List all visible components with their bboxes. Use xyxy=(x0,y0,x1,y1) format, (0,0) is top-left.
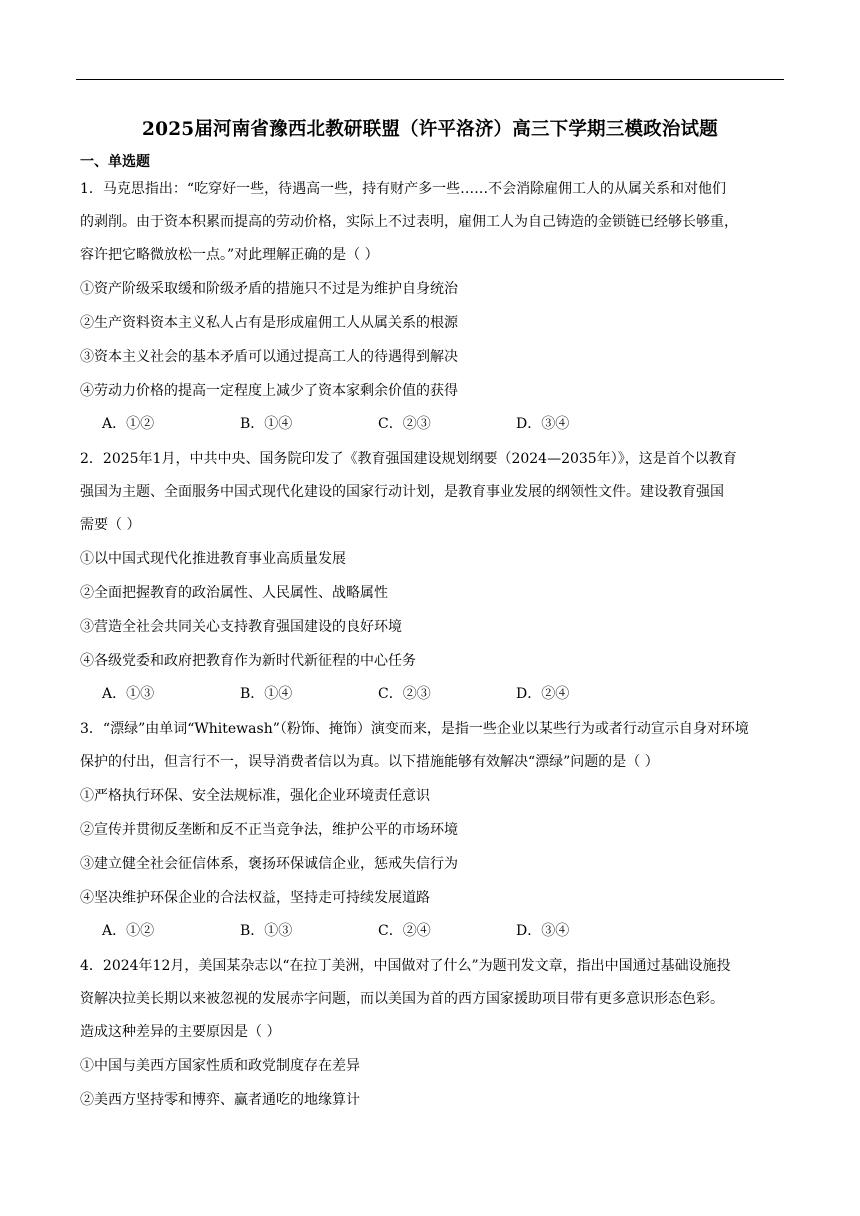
q3-option-b: B．①③ xyxy=(240,923,293,939)
q3-stem-line-2: 保护的付出，但言行不一，误导消费者信以为真。以下措施能够有效解决“漂绿”问题的是（ ） xyxy=(80,754,659,770)
q3-item-1: ①严格执行环保、安全法规标准，强化企业环境责任意识 xyxy=(80,788,430,804)
q3-option-c: C．②④ xyxy=(378,923,431,939)
q1-option-c: C．②③ xyxy=(378,416,431,432)
q2-option-c: C．②③ xyxy=(378,686,431,702)
q4-stem-line-1: 4．2024年12月，美国某杂志以“在拉丁美洲，中国做对了什么”为题刊发文章，指出中国通过基础设施投 xyxy=(80,958,731,974)
q3-item-3: ③建立健全社会征信体系，褒扬环保诚信企业，惩戒失信行为 xyxy=(80,856,458,872)
q3-option-a: A．①② xyxy=(102,923,155,939)
q1-options xyxy=(102,414,654,434)
q1-option-b: B．①④ xyxy=(240,416,293,432)
q1-stem-line-1: 1．马克思指出：“吃穿好一些，待遇高一些，持有财产多一些……不会消除雇佣工人的从属关系和对他们 xyxy=(80,181,727,197)
q1-option-d: D．③④ xyxy=(516,416,570,432)
q2-options xyxy=(102,684,654,704)
q3-options xyxy=(102,921,654,941)
section-heading: 一、单选题 xyxy=(80,154,150,170)
q1-item-4: ④劳动力价格的提高一定程度上减少了资本家剩余价值的获得 xyxy=(80,383,458,399)
q1-item-1: ①资产阶级采取缓和阶级矛盾的措施只不过是为维护自身统治 xyxy=(80,281,458,297)
q1-stem-line-2: 的剥削。由于资本积累而提高的劳动价格，实际上不过表明，雇佣工人为自己铸造的金锁链已经够长够重， xyxy=(80,214,738,230)
q2-option-b: B．①④ xyxy=(240,686,293,702)
q1-option-a: A．①② xyxy=(102,416,155,432)
q4-item-2: ②美西方坚持零和博弈、赢者通吃的地缘算计 xyxy=(80,1092,360,1108)
q2-option-d: D．②④ xyxy=(516,686,570,702)
q3-stem-line-1: 3．“漂绿”由单词“Whitewash”（粉饰、掩饰）演变而来，是指一些企业以某些行为或者行动宣示自身对环境 xyxy=(80,721,749,737)
q2-item-1: ①以中国式现代化推进教育事业高质量发展 xyxy=(80,551,346,567)
q4-stem-line-3: 造成这种差异的主要原因是（ ） xyxy=(80,1024,281,1040)
q1-item-3: ③资本主义社会的基本矛盾可以通过提高工人的待遇得到解决 xyxy=(80,349,458,365)
q4-item-1: ①中国与美西方国家性质和政党制度存在差异 xyxy=(80,1058,360,1074)
page-title: 2025届河南省豫西北教研联盟（许平洛济）高三下学期三模政治试题 xyxy=(142,119,718,140)
q1-item-2: ②生产资料资本主义私人占有是形成雇佣工人从属关系的根源 xyxy=(80,315,458,331)
q3-option-d: D．③④ xyxy=(516,923,570,939)
q3-item-2: ②宣传并贯彻反垄断和反不正当竞争法，维护公平的市场环境 xyxy=(80,822,458,838)
q2-item-3: ③营造全社会共同关心支持教育强国建设的良好环境 xyxy=(80,619,402,635)
q2-stem-line-1: 2．2025年1月，中共中央、国务院印发了《教育强国建设规划纲要（2024—2035年）》，这是首个以教育 xyxy=(80,451,737,467)
q1-stem-line-3: 容许把它略微放松一点。”对此理解正确的是（ ） xyxy=(80,247,379,263)
q2-stem-line-2: 强国为主题、全面服务中国式现代化建设的国家行动计划，是教育事业发展的纲领性文件。建设教育强国 xyxy=(80,484,724,500)
q2-item-4: ④各级党委和政府把教育作为新时代新征程的中心任务 xyxy=(80,653,416,669)
q4-stem-line-2: 资解决拉美长期以来被忽视的发展赤字问题，而以美国为首的西方国家援助项目带有更多意识形态色彩。 xyxy=(80,991,724,1007)
q2-stem-line-3: 需要（ ） xyxy=(80,517,141,533)
q3-item-4: ④坚决维护环保企业的合法权益，坚持走可持续发展道路 xyxy=(80,890,430,906)
header-rule xyxy=(76,79,784,80)
q2-item-2: ②全面把握教育的政治属性、人民属性、战略属性 xyxy=(80,585,388,601)
q2-option-a: A．①③ xyxy=(102,686,155,702)
